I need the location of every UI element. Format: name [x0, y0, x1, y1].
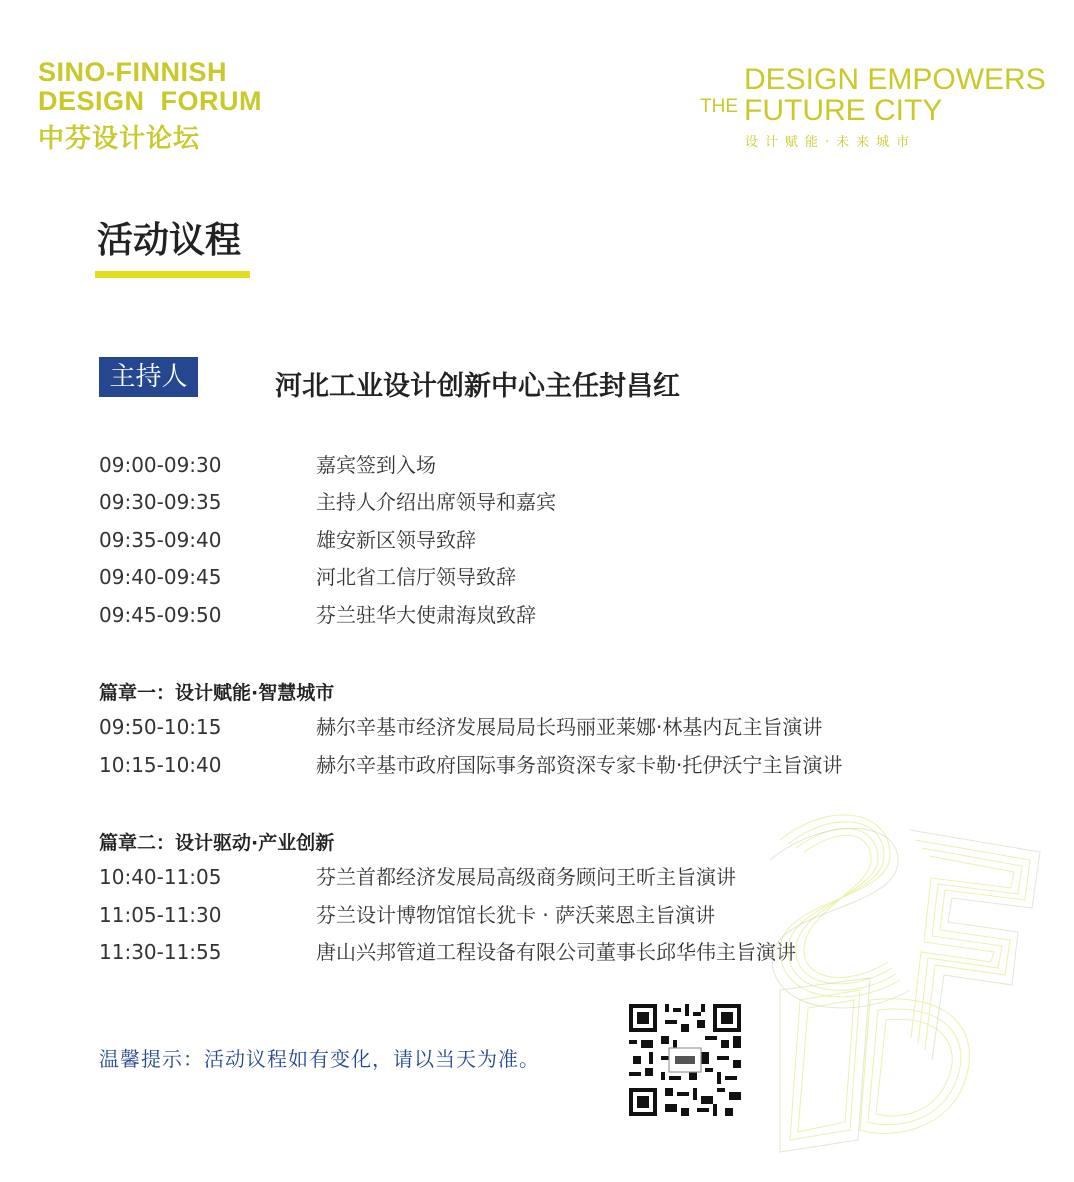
qr-code: [629, 1004, 741, 1116]
slogan-chinese: 设计赋能·未来城市: [745, 135, 917, 150]
agenda-desc: 雄安新区领导致辞: [316, 528, 476, 552]
agenda-time: 10:40-11:05: [99, 865, 222, 889]
logo-line-2: DESIGN FORUM: [38, 86, 263, 116]
agenda-desc: 芬兰首都经济发展局高级商务顾问王昕主旨演讲: [316, 865, 736, 889]
logo-line-1: SINO-FINNISH: [38, 57, 228, 87]
page-title: 活动议程: [97, 220, 242, 261]
slogan-line-2: FUTURE CITY: [744, 94, 943, 127]
slogan-the: THE: [700, 96, 738, 117]
agenda-desc: 河北省工信厅领导致辞: [316, 565, 516, 589]
sf-monogram-decoration: [740, 800, 1060, 1170]
agenda-time: 09:35-09:40: [99, 528, 222, 552]
chapter-1-title: 篇章一：设计赋能·智慧城市: [99, 682, 335, 704]
logo-chinese: 中芬设计论坛: [38, 124, 201, 154]
host-badge: 主持人: [99, 357, 198, 397]
agenda-time: 09:45-09:50: [99, 603, 222, 627]
agenda-desc: 主持人介绍出席领导和嘉宾: [316, 490, 556, 514]
agenda-time: 09:30-09:35: [99, 490, 222, 514]
title-underline: [95, 271, 250, 278]
agenda-time: 11:30-11:55: [99, 940, 222, 964]
agenda-time: 09:40-09:45: [99, 565, 222, 589]
footer-tip: 温馨提示：活动议程如有变化，请以当天为准。: [99, 1047, 540, 1071]
slogan-line-1: DESIGN EMPOWERS: [744, 63, 1046, 96]
agenda-desc: 嘉宾签到入场: [316, 453, 436, 477]
agenda-desc: 芬兰驻华大使肃海岚致辞: [316, 603, 536, 627]
agenda-time: 11:05-11:30: [99, 903, 222, 927]
agenda-desc: 赫尔辛基市政府国际事务部资深专家卡勒·托伊沃宁主旨演讲: [316, 753, 843, 777]
forum-logo: [38, 58, 262, 116]
chapter-2-title: 篇章二：设计驱动·产业创新: [99, 832, 335, 854]
agenda-desc: 芬兰设计博物馆馆长犹卡 · 萨沃莱恩主旨演讲: [316, 903, 716, 927]
agenda-time: 10:15-10:40: [99, 753, 222, 777]
agenda-time: 09:50-10:15: [99, 715, 222, 739]
agenda-desc: 唐山兴邦管道工程设备有限公司董事长邱华伟主旨演讲: [316, 940, 796, 964]
host-name: 河北工业设计创新中心主任封昌红: [275, 371, 680, 402]
agenda-time: 09:00-09:30: [99, 453, 222, 477]
agenda-desc: 赫尔辛基市经济发展局局长玛丽亚莱娜·林基内瓦主旨演讲: [316, 715, 823, 739]
